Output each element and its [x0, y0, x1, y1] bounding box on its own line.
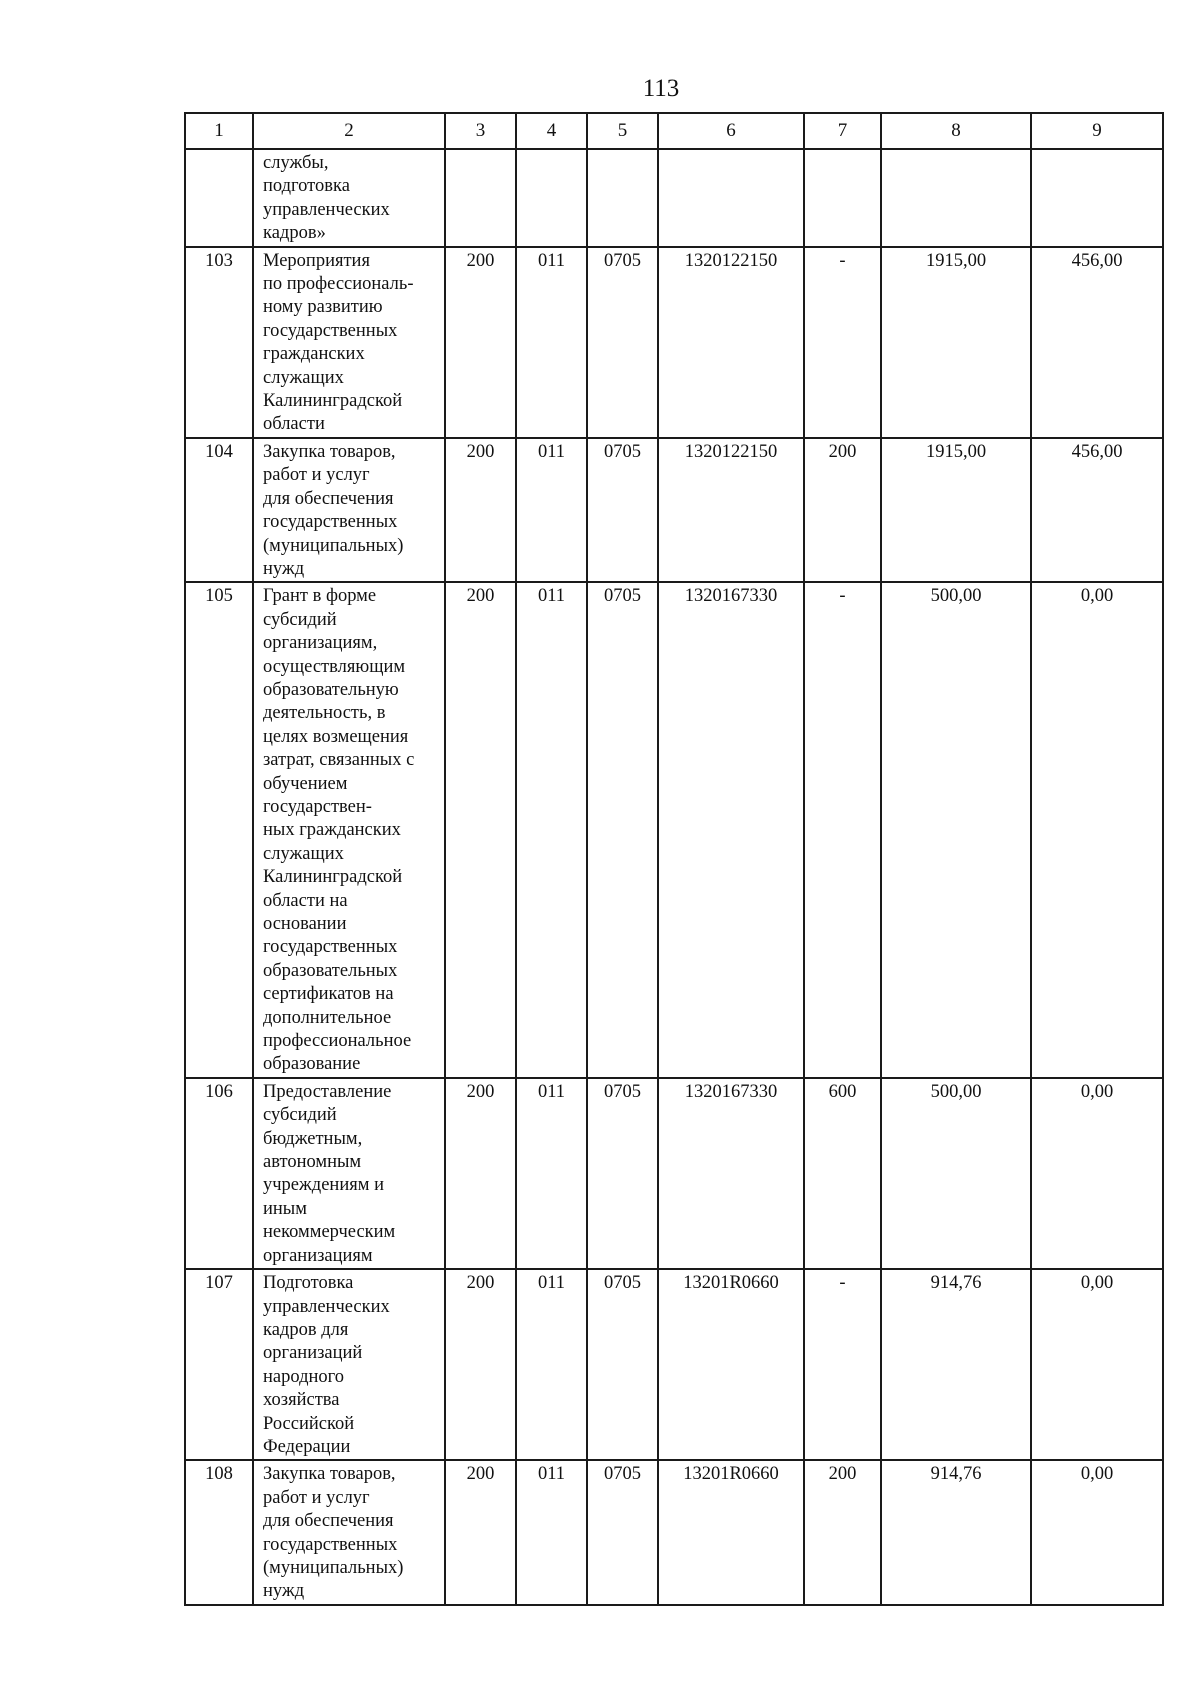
column-header-2: 2	[253, 113, 445, 149]
table-row	[185, 1078, 1163, 1269]
row-number-cell: 106	[185, 1078, 253, 1269]
cell-col7: 600	[804, 1078, 881, 1269]
cell-col5: 0705	[587, 1460, 658, 1604]
cell-col4: 011	[516, 582, 587, 1078]
cell-col4: 011	[516, 438, 587, 582]
budget-table	[184, 112, 1164, 1606]
column-header-8: 8	[881, 113, 1031, 149]
column-header-9: 9	[1031, 113, 1163, 149]
table-row	[185, 247, 1163, 438]
cell-col5: 0705	[587, 1078, 658, 1269]
cell-col3: 200	[445, 582, 516, 1078]
column-header-6: 6	[658, 113, 804, 149]
column-header-7: 7	[804, 113, 881, 149]
page-number: 113	[642, 75, 680, 102]
row-number-cell: 107	[185, 1269, 253, 1460]
cell-col6	[658, 149, 804, 247]
cell-col4: 011	[516, 1078, 587, 1269]
header-row	[185, 113, 1163, 149]
cell-col7: -	[804, 1269, 881, 1460]
row-name-cell: службы, подготовка управленческих кадров»	[253, 149, 445, 247]
cell-col3: 200	[445, 438, 516, 582]
cell-col8: 914,76	[881, 1460, 1031, 1604]
cell-col8: 1915,00	[881, 438, 1031, 582]
cell-col6: 1320122150	[658, 438, 804, 582]
cell-col9: 0,00	[1031, 1460, 1163, 1604]
cell-col9	[1031, 149, 1163, 247]
cell-col5: 0705	[587, 247, 658, 438]
cell-col3: 200	[445, 247, 516, 438]
cell-col8: 914,76	[881, 1269, 1031, 1460]
cell-col8	[881, 149, 1031, 247]
row-name-cell: Закупка товаров, работ и услуг для обеспечения государственных (муниципальных) нужд	[253, 1460, 445, 1604]
row-number-cell: 104	[185, 438, 253, 582]
row-name-cell: Мероприятия по профессиональ- ному развитию государственных гражданских служащих Калининградской области	[253, 247, 445, 438]
cell-col6: 1320167330	[658, 1078, 804, 1269]
cell-col8: 500,00	[881, 582, 1031, 1078]
cell-col3: 200	[445, 1269, 516, 1460]
column-header-5: 5	[587, 113, 658, 149]
row-number-cell	[185, 149, 253, 247]
row-number-cell: 103	[185, 247, 253, 438]
cell-col9: 0,00	[1031, 1078, 1163, 1269]
cell-col5: 0705	[587, 1269, 658, 1460]
cell-col7: -	[804, 582, 881, 1078]
cell-col4: 011	[516, 1460, 587, 1604]
column-header-1: 1	[185, 113, 253, 149]
cell-col6: 1320122150	[658, 247, 804, 438]
cell-col3: 200	[445, 1460, 516, 1604]
cell-col9: 456,00	[1031, 247, 1163, 438]
cell-col7: 200	[804, 438, 881, 582]
cell-col8: 500,00	[881, 1078, 1031, 1269]
column-header-3: 3	[445, 113, 516, 149]
column-header-4: 4	[516, 113, 587, 149]
cell-col6: 13201R0660	[658, 1460, 804, 1604]
cell-col7: -	[804, 247, 881, 438]
table-row	[185, 1460, 1163, 1604]
row-name-cell: Закупка товаров, работ и услуг для обеспечения государственных (муниципальных) нужд	[253, 438, 445, 582]
row-name-cell: Подготовка управленческих кадров для организаций народного хозяйства Российской Федерации	[253, 1269, 445, 1460]
cell-col4	[516, 149, 587, 247]
cell-col4: 011	[516, 247, 587, 438]
cell-col3: 200	[445, 1078, 516, 1269]
cell-col5: 0705	[587, 438, 658, 582]
cell-col6: 1320167330	[658, 582, 804, 1078]
row-number-cell: 105	[185, 582, 253, 1078]
row-name-cell: Грант в форме субсидий организациям, осуществляющим образовательную деятельность, в целях возмещения затрат, связанных с обучением государствен- ных гражданских служащих Калининградской области на основании государственных образовательных сертификатов на дополнительное профессиональное образование	[253, 582, 445, 1078]
cell-col5	[587, 149, 658, 247]
row-name-cell: Предоставление субсидий бюджетным, автономным учреждениям и иным некоммерческим организациям	[253, 1078, 445, 1269]
cell-col6: 13201R0660	[658, 1269, 804, 1460]
table-row	[185, 438, 1163, 582]
row-number-cell: 108	[185, 1460, 253, 1604]
cell-col8: 1915,00	[881, 247, 1031, 438]
cell-col5: 0705	[587, 582, 658, 1078]
table-row	[185, 582, 1163, 1078]
cell-col9: 456,00	[1031, 438, 1163, 582]
cell-col9: 0,00	[1031, 1269, 1163, 1460]
table-row	[185, 1269, 1163, 1460]
cell-col7: 200	[804, 1460, 881, 1604]
cell-col7	[804, 149, 881, 247]
cell-col4: 011	[516, 1269, 587, 1460]
table-row	[185, 149, 1163, 247]
cell-col9: 0,00	[1031, 582, 1163, 1078]
cell-col3	[445, 149, 516, 247]
